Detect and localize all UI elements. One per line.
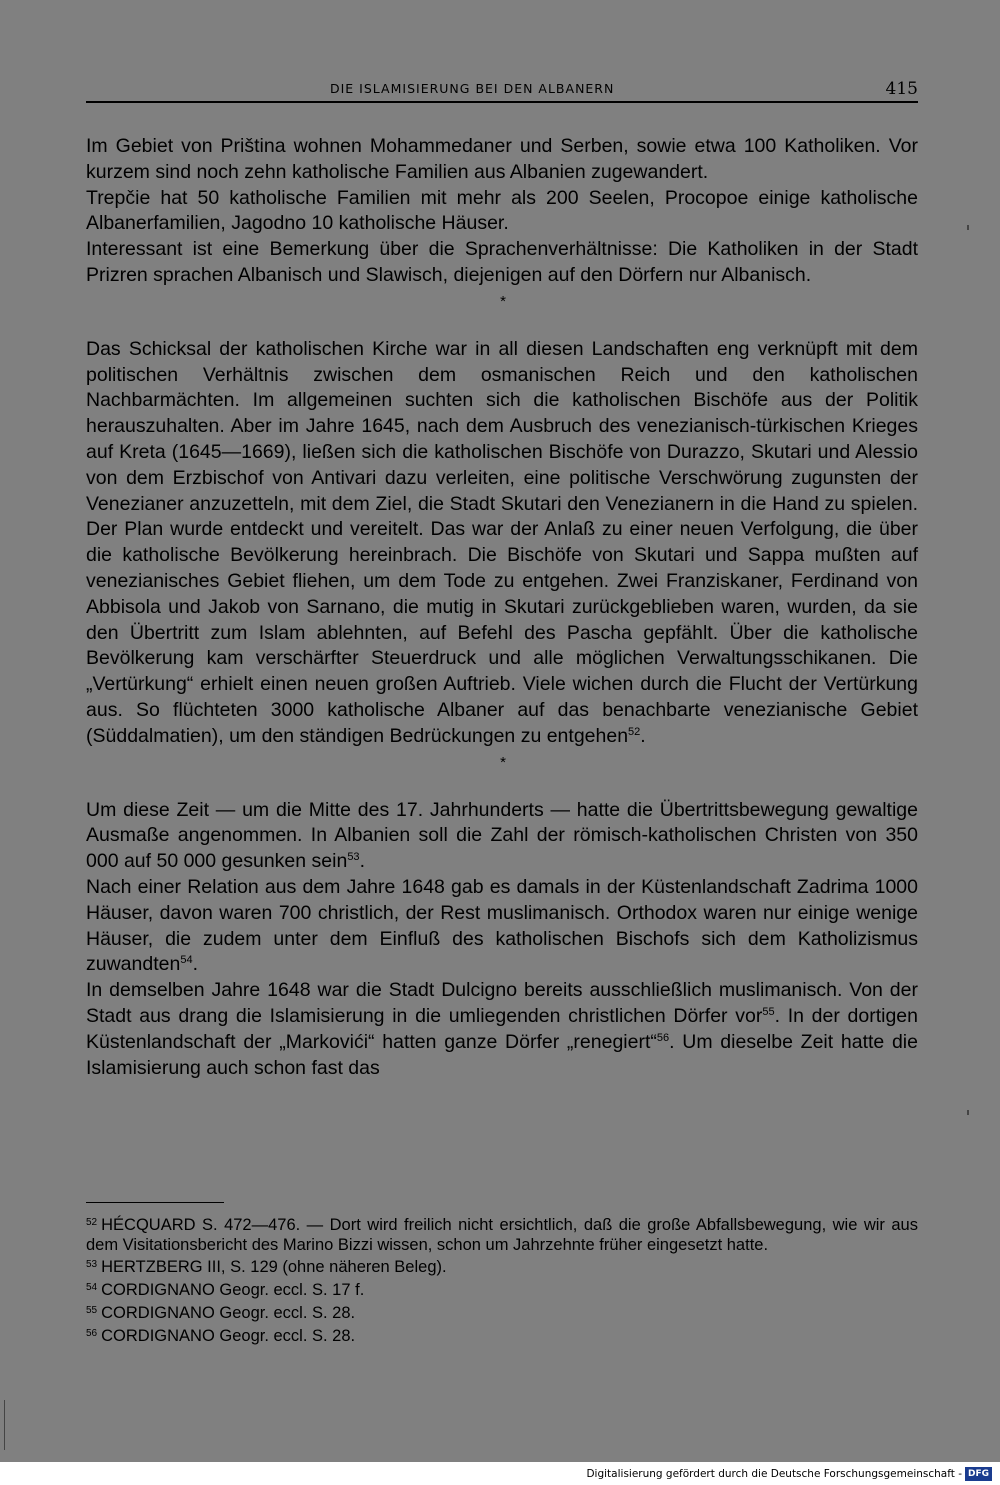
paragraph: In demselben Jahre 1648 war die Stadt Dulcigno bereits ausschließlich muslimanisch. Von der Stadt aus drang die Islamisierung in die umliegenden christlichen Dörfer vor$^{55}$. In der dortigen Küstenlandschaft der „Markovići“ hatten ganze Dörfer „renegiert“$^{56}$. Um dieselbe Zeit hatte die Islamisierung auch schon fast das	[86, 979, 918, 1079]
footnote-ref: 55	[762, 1005, 775, 1018]
paragraph: Interessant ist eine Bemerkung über die Sprachenverhältnisse: Die Katholiken in der Stadt Prizren sprachen Albanisch und Slawisch, diejenigen auf den Dörfern nur Albanisch.	[86, 238, 918, 286]
section-separator: *	[500, 753, 506, 771]
scan-mark	[4, 1400, 5, 1450]
page-number: 415	[885, 79, 918, 99]
footnote: $^{54}$ CORDIGNANO Geogr. eccl. S. 17 f.	[86, 1281, 365, 1300]
footnote: $^{55}$ CORDIGNANO Geogr. eccl. S. 28.	[86, 1303, 356, 1322]
footnote: $^{52}$ HÉCQUARD S. 472—476. — Dort wird freilich nicht ersichtlich, daß die große Abfallsbewegung, wie wir aus dem Visitationsbericht des Marino Bizzi wissen, schon um Jahrzehnte früher eingesetzt hatte.	[86, 1216, 918, 1254]
paragraph: Das Schicksal der katholischen Kirche war in all diesen Landschaften eng verknüpft mit dem politischen Verhältnis zwischen dem osmanischen Reich und den katholischen Nachbarmächten. Im allgemeinen suchten sich die katholischen Bischöfe aus der Politik herauszuhalten. Aber im Jahre 1645, nach dem Ausbruch des venezianisch-türkischen Krieges auf Kreta (1645—1669), ließen sich die katholischen Bischöfe von Durazzo, Skutari und Alessio von dem Erzbischof von Antivari dazu verleiten, eine politische Verschwörung zugunsten der Venezianer anzuzetteln, mit dem Ziel, die Stadt Skutari den Venezianern in die Hand zu spielen. Der Plan wurde entdeckt und vereitelt. Das war der Anlaß zu einer neuen Verfolgung, die über die katholische Bevölkerung hereinbrach. Die Bischöfe von Skutari und Sappa mußten auf venezianisches Gebiet fliehen, um dem Tode zu entgehen. Zwei Franziskaner, Ferdinand von Abbisola und Jakob von Sarnano, die mutig in Skutari zurückgeblieben waren, wurden, da sie den Übertritt zum Islam ablehnten, auf Befehl des Pascha gepfählt. Über die katholische Bevölkerung kam verschärfter Steuerdruck und alle möglichen Verwaltungsschikanen. Die „Vertürkung“ erhielt einen neuen großen Auftrieb. Viele wichen durch die Flucht der Vertürkung aus. So flüchteten 3000 katholische Albaner auf das benachbarte venezianische Gebiet (Süddalmatien), um den ständigen Bedrückungen zu entgehen$^{52}$.	[86, 337, 918, 747]
header-rule	[86, 101, 918, 103]
footnote: $^{56}$ CORDIGNANO Geogr. eccl. S. 28.	[86, 1326, 356, 1345]
footnote-ref: 52	[628, 725, 641, 738]
footnote-rule	[86, 1202, 224, 1203]
paragraph: Im Gebiet von Priština wohnen Mohammedaner und Serben, sowie etwa 100 Katholiken. Vor kurzem sind noch zehn katholische Familien aus Albanien zugewandert.	[86, 135, 918, 183]
footnote: $^{53}$ HERTZBERG III, S. 129 (ohne näheren Beleg).	[86, 1258, 447, 1277]
running-title: DIE ISLAMISIERUNG BEI DEN ALBANERN	[330, 81, 615, 96]
footnote-ref: 56	[656, 1031, 670, 1044]
paragraph: Trepčie hat 50 katholische Familien mit mehr als 200 Seelen, Procopoe einige katholische Albanerfamilien, Jagodno 10 katholische Häuser.	[86, 186, 918, 235]
paragraph: Nach einer Relation aus dem Jahre 1648 gab es damals in der Küstenlandschaft Zadrima 1000 Häuser, davon waren 700 christlich, der Rest muslimanisch. Orthodox waren nur einige wenige Häuser, die zudem unter dem Einfluß des katholischen Bischofs sich dem Katholizismus zuwandten$^{54}$.	[86, 875, 918, 976]
section-separator: *	[500, 292, 506, 310]
footnotes	[86, 1213, 918, 1346]
credit-text: Digitalisierung gefördert durch die Deutsche Forschungsgemeinschaft -	[586, 1468, 962, 1480]
scan-mark	[967, 1110, 969, 1115]
footnote-ref: 54	[180, 954, 193, 967]
digitization-credit	[586, 1466, 992, 1482]
body-text	[86, 134, 918, 1081]
running-header	[86, 80, 918, 104]
dfg-logo: DFG	[965, 1467, 992, 1481]
footnote-ref: 53	[347, 851, 360, 864]
scan-mark	[967, 225, 969, 230]
paragraph: Um diese Zeit — um die Mitte des 17. Jahrhunderts — hatte die Übertrittsbewegung gewaltige Ausmaße angenommen. In Albanien soll die Zahl der römisch-katholischen Christen von 350 000 auf 50 000 gesunken sein$^{53}$.	[86, 798, 918, 873]
